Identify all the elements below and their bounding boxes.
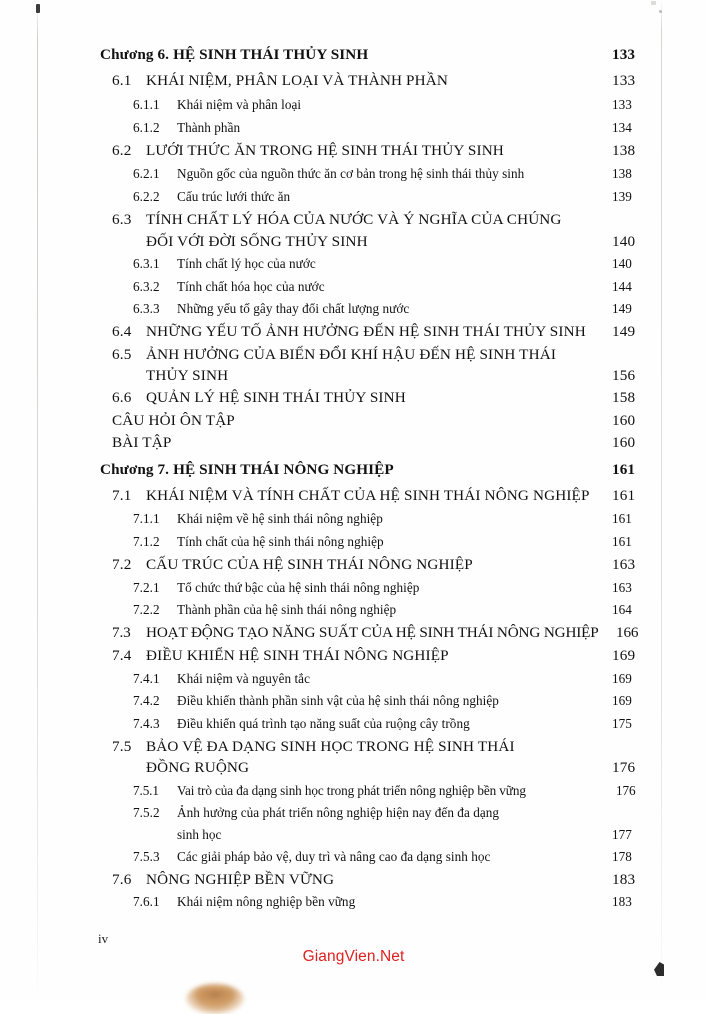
toc-entry-title: Tính chất của hệ sinh thái nông nghiệp [177,534,384,549]
toc-entry-page-number: 161 [612,511,632,526]
toc-entry-title: Tính chất lý học của nước [177,256,316,271]
toc-entry[interactable] [0,805,707,821]
toc-entry-page-number: 144 [612,279,632,294]
toc-entry-number: 7.1.2 [133,534,160,549]
toc-entry-title: Ảnh hưởng của phát triển nông nghiệp hiện nay đến đa dạng [177,805,500,820]
toc-entry[interactable] [0,511,707,527]
toc-entry-title: BẢO VỆ ĐA DẠNG SINH HỌC TRONG HỆ SINH THÁI [146,738,515,755]
toc-entry-page-number: 176 [616,783,636,798]
toc-entry-title: HỆ SINH THÁI THỦY SINH [173,46,369,63]
toc-entry[interactable] [0,759,707,777]
toc-entry-page-number: 139 [612,189,632,204]
toc-entry[interactable] [0,827,707,843]
toc-entry-title: sinh học [177,827,222,842]
toc-entry-number: 7.3 [112,624,131,641]
toc-entry-page-number: 140 [612,256,632,271]
toc-entry-page-number: 140 [612,233,636,250]
toc-entry-page-number: 175 [612,716,632,731]
toc-entry-title: ẢNH HƯỞNG CỦA BIẾN ĐỔI KHÍ HẬU ĐẾN HỆ SINH THÁI [146,346,557,363]
toc-entry-page-number: 163 [612,556,636,573]
toc-entry-title: BÀI TẬP [112,434,172,451]
toc-entry[interactable] [0,624,707,642]
toc-entry-number: 7.5 [112,738,132,755]
toc-entry-title: THỦY SINH [146,367,229,384]
toc-entry-title: Tính chất hóa học của nước [177,279,325,294]
toc-entry-number: 6.6 [112,389,132,406]
toc-entry-title: TÍNH CHẤT LÝ HÓA CỦA NƯỚC VÀ Ý NGHĨA CỦA CHÚNG [146,211,562,228]
toc-entry[interactable] [0,738,707,756]
toc-entry-number: 7.1.1 [133,511,160,526]
toc-entry[interactable] [0,693,707,709]
toc-entry-title: Các giải pháp bảo vệ, duy trì và nâng cao đa dạng sinh học [177,849,491,864]
toc-entry[interactable] [0,256,707,272]
toc-entry-number: 7.6.1 [133,894,160,909]
toc-entry-title: HOẠT ĐỘNG TẠO NĂNG SUẤT CỦA HỆ SINH THÁI NÔNG NGHIỆP [146,624,599,641]
toc-entry-title: QUẢN LÝ HỆ SINH THÁI THỦY SINH [146,389,406,406]
toc-entry-title: KHÁI NIỆM VÀ TÍNH CHẤT CỦA HỆ SINH THÁI NÔNG NGHIỆP [146,487,590,504]
toc-entry-number: Chương 6. [100,46,170,63]
toc-entry[interactable] [0,211,707,229]
toc-entry[interactable] [0,602,707,618]
toc-entry-title: Khái niệm về hệ sinh thái nông nghiệp [177,511,383,526]
toc-entry-page-number: 164 [612,602,632,617]
toc-entry-page-number: 158 [612,389,636,406]
toc-entry[interactable] [0,671,707,687]
toc-entry-number: Chương 7. [100,461,170,478]
toc-entry-number: 6.1.2 [133,120,160,135]
toc-entry-page-number: 133 [612,72,636,89]
toc-entry-number: 7.5.3 [133,849,160,864]
toc-entry-number: 6.1 [112,72,132,89]
toc-entry-page-number: 161 [612,461,636,478]
toc-entry-number: 6.3.2 [133,279,160,294]
toc-entry-title: Thành phần của hệ sinh thái nông nghiệp [177,602,397,617]
toc-entry[interactable] [0,647,707,665]
toc-entry[interactable] [0,487,707,505]
toc-entry-page-number: 169 [612,647,636,664]
toc-entry-title: Cấu trúc lưới thức ăn [177,189,291,204]
toc-entry[interactable] [0,783,707,799]
toc-entry[interactable] [0,412,707,430]
toc-entry-page-number: 161 [612,487,636,504]
toc-entry-number: 7.5.2 [133,805,160,820]
toc-entry-page-number: 178 [612,849,632,864]
toc-entry[interactable] [0,166,707,182]
toc-entry-page-number: 133 [612,97,632,112]
toc-entry-number: 7.2.2 [133,602,160,617]
site-watermark: GiangVien.Net [302,948,405,965]
toc-entry[interactable] [0,323,707,341]
toc-entry-number: 7.4.2 [133,693,160,708]
toc-entry-page-number: 138 [612,166,632,181]
toc-entry[interactable] [0,389,707,407]
toc-entry-number: 7.2 [112,556,132,573]
toc-entry-title: Khái niệm và phân loại [177,97,302,112]
toc-entry-page-number: 138 [612,142,636,159]
toc-entry-number: 7.4 [112,647,132,664]
toc-entry-number: 6.3.1 [133,256,160,271]
toc-entry-title: KHÁI NIỆM, PHÂN LOẠI VÀ THÀNH PHẦN [146,72,448,89]
toc-entry-page-number: 166 [616,624,639,641]
toc-entry-number: 7.2.1 [133,580,160,595]
toc-entry-title: Vai trò của đa dạng sinh học trong phát triển nông nghiệp bền vững [177,783,526,798]
page-bottom-blur-artifact-core [196,988,234,1004]
toc-entry[interactable] [0,346,707,364]
page-right-corner-speck-artifact [651,1,656,5]
toc-entry[interactable] [0,461,707,479]
toc-entry[interactable] [0,894,707,910]
toc-entry-title: LƯỚI THỨC ĂN TRONG HỆ SINH THÁI THỦY SINH [146,142,504,159]
toc-entry-number: 6.2.1 [133,166,160,181]
toc-entry[interactable] [0,534,707,550]
toc-entry[interactable] [0,556,707,574]
toc-entry-title: ĐỐI VỚI ĐỜI SỐNG THỦY SINH [146,233,368,250]
toc-entry-number: 6.1.1 [133,97,160,112]
toc-entry-page-number: 149 [612,301,632,316]
toc-entry-title: Khái niệm nông nghiệp bền vững [177,894,356,909]
toc-entry-page-number: 169 [612,693,632,708]
toc-entry-title: CẤU TRÚC CỦA HỆ SINH THÁI NÔNG NGHIỆP [146,556,473,573]
toc-entry-page-number: 183 [612,894,632,909]
toc-entry-title: Thành phần [177,120,241,135]
toc-entry-page-number: 134 [612,120,632,135]
toc-entry-page-number: 156 [612,367,636,384]
toc-entry-number: 6.4 [112,323,132,340]
toc-entry-page-number: 163 [612,580,632,595]
toc-entry[interactable] [0,716,707,732]
toc-entry-number: 7.4.1 [133,671,160,686]
toc-entry[interactable] [0,301,707,317]
toc-entry-title: Điều khiển thành phần sinh vật của hệ sinh thái nông nghiệp [177,693,499,708]
toc-entry-page-number: 161 [612,534,632,549]
toc-entry-title: NHỮNG YẾU TỐ ẢNH HƯỞNG ĐẾN HỆ SINH THÁI THỦY SINH [146,323,586,340]
page-left-speck-artifact [36,4,40,13]
toc-entry-number: 6.2.2 [133,189,160,204]
toc-entry[interactable] [0,72,707,90]
page-right-speck-artifact [659,10,662,13]
toc-entry-title: CÂU HỎI ÔN TẬP [112,412,235,429]
toc-entry-title: Điều khiển quá trình tạo năng suất của ruộng cây trồng [177,716,470,731]
toc-entry-title: Tổ chức thứ bậc của hệ sinh thái nông nghiệp [177,580,420,595]
toc-entry-page-number: 133 [612,46,636,63]
toc-entry-number: 7.5.1 [133,783,159,798]
toc-entry-number: 7.1 [112,487,132,504]
toc-entry[interactable] [0,580,707,596]
toc-entry-page-number: 160 [612,412,636,429]
toc-entry[interactable] [0,189,707,205]
page-folio-number: iv [98,931,109,946]
toc-entry-title: NÔNG NGHIỆP BỀN VỮNG [146,871,335,888]
toc-entry-page-number: 177 [612,827,632,842]
toc-entry[interactable] [0,233,707,251]
toc-entry-page-number: 149 [612,323,636,340]
toc-entry-page-number: 169 [612,671,632,686]
toc-entry[interactable] [0,367,707,385]
toc-entry-page-number: 160 [612,434,636,451]
toc-entry-title: Những yếu tố gây thay đổi chất lượng nước [177,301,410,316]
toc-entry[interactable] [0,120,707,136]
toc-entry-page-number: 176 [612,759,636,776]
toc-entry[interactable] [0,871,707,889]
toc-entry[interactable] [0,97,707,113]
toc-entry[interactable] [0,142,707,160]
toc-entry-number: 6.5 [112,346,132,363]
toc-entry-number: 6.3.3 [133,301,160,316]
toc-entry-title: ĐIỀU KHIỂN HỆ SINH THÁI NÔNG NGHIỆP [146,647,449,664]
toc-entry-number: 6.3 [112,211,132,228]
toc-entry-page-number: 183 [612,871,636,888]
toc-entry-number: 7.4.3 [133,716,160,731]
toc-entry[interactable] [0,46,707,64]
toc-entry-title: Khái niệm và nguyên tắc [177,671,310,686]
toc-entry-number: 6.2 [112,142,132,159]
toc-entry-number: 7.6 [112,871,132,888]
toc-entry-title: ĐỒNG RUỘNG [146,759,250,776]
toc-entry[interactable] [0,279,707,295]
toc-entry-title: Nguồn gốc của nguồn thức ăn cơ bản trong hệ sinh thái thủy sinh [177,166,525,181]
toc-entry[interactable] [0,434,707,452]
toc-entry-title: HỆ SINH THÁI NÔNG NGHIỆP [173,461,394,478]
toc-entry[interactable] [0,849,707,865]
